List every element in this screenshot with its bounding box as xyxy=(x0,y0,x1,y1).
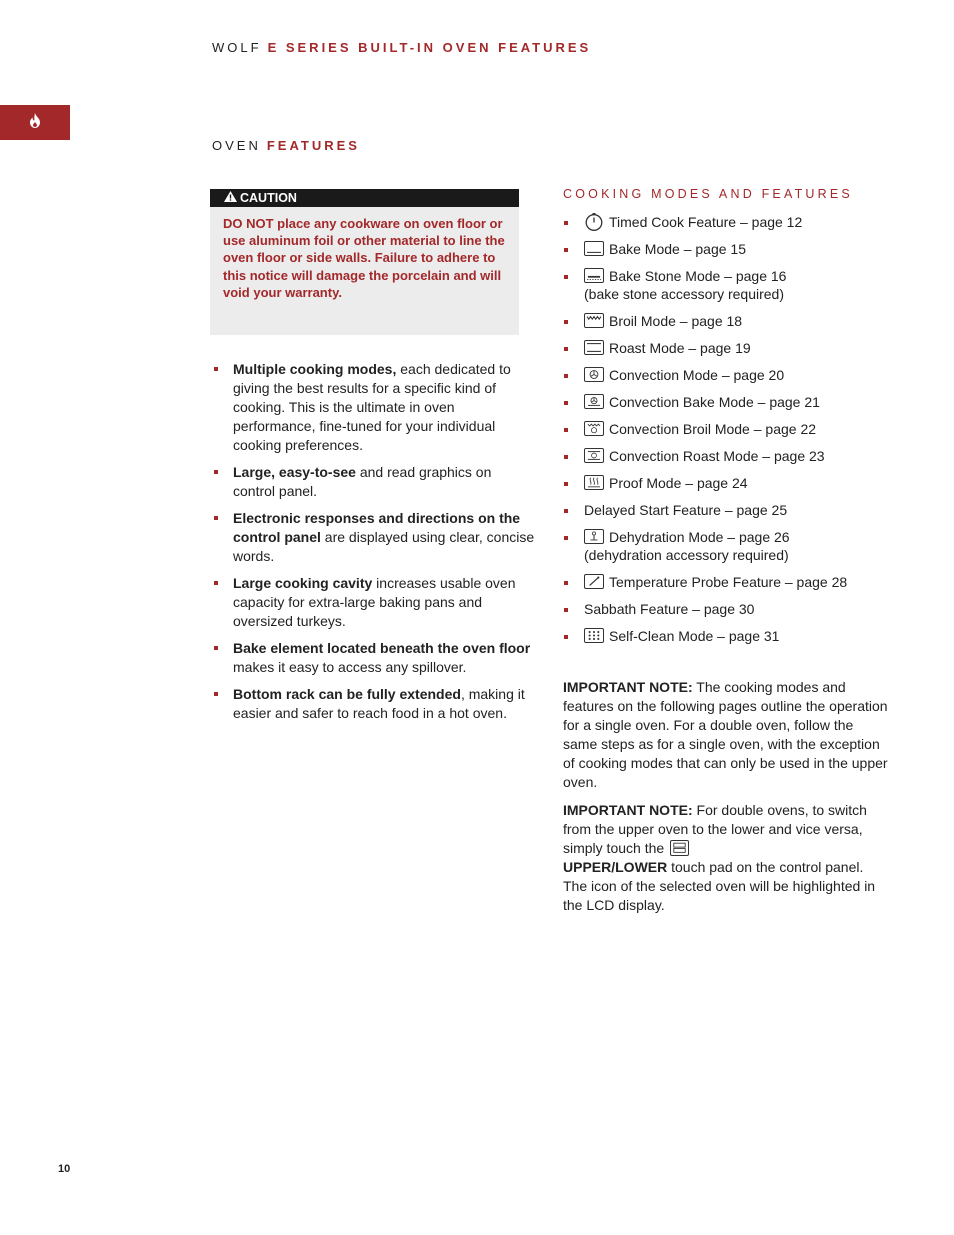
notes xyxy=(563,678,888,924)
warning-icon xyxy=(224,191,237,205)
convection-icon xyxy=(584,367,604,382)
running-header xyxy=(212,40,591,55)
important-note xyxy=(563,801,888,915)
feature-item xyxy=(212,509,537,566)
proof-icon xyxy=(584,475,604,490)
mode-label: Convection Mode – page 20 xyxy=(609,367,785,383)
bullet-icon xyxy=(564,635,568,639)
feature-item xyxy=(212,463,537,501)
mode-item xyxy=(562,474,892,492)
mode-label: Self-Clean Mode – page 31 xyxy=(609,628,780,644)
mode-item xyxy=(562,240,892,258)
note-label: IMPORTANT NOTE: xyxy=(563,802,693,818)
important-note xyxy=(563,678,888,792)
modes-heading: COOKING MODES AND FEATURES xyxy=(563,187,853,201)
mode-label: Timed Cook Feature – page 12 xyxy=(609,214,803,230)
mode-label: Convection Broil Mode – page 22 xyxy=(609,421,817,437)
bullet-icon xyxy=(564,509,568,513)
broil-icon xyxy=(584,313,604,328)
mode-item xyxy=(562,366,892,384)
feature-bold: Bottom rack can be fully extended xyxy=(233,686,461,702)
section-tab xyxy=(0,105,70,140)
feature-bold: Electronic responses and directions on the control panel xyxy=(233,510,521,545)
probe-icon xyxy=(584,574,604,589)
feature-item xyxy=(212,574,537,631)
feature-list xyxy=(212,360,537,731)
mode-label: Temperature Probe Feature – page 28 xyxy=(609,574,848,590)
feature-item xyxy=(212,360,537,455)
roast-icon xyxy=(584,340,604,355)
caution-box xyxy=(210,189,519,335)
convection-broil-icon xyxy=(584,421,604,436)
mode-label: Convection Bake Mode – page 21 xyxy=(609,394,820,410)
bullet-icon xyxy=(564,455,568,459)
mode-label: Convection Roast Mode – page 23 xyxy=(609,448,825,464)
timer-icon xyxy=(584,213,604,231)
note-text: For double ovens, to switch from the upper oven to the lower and vice versa, simply touch the xyxy=(563,802,867,856)
bullet-icon xyxy=(564,536,568,540)
feature-bold: Multiple cooking modes, xyxy=(233,361,397,377)
mode-label: Delayed Start Feature – page 25 xyxy=(584,502,788,518)
mode-label: Bake Mode – page 15 xyxy=(609,241,746,257)
mode-item xyxy=(562,312,892,330)
feature-text: , making it easier and safer to reach food in a hot oven. xyxy=(233,686,525,721)
bullet-icon xyxy=(564,428,568,432)
feature-bold: Bake element located beneath the oven floor xyxy=(233,640,531,656)
modes-list xyxy=(562,213,892,654)
caution-text: DO NOT place any cookware on oven floor or use aluminum foil or other material to line the oven floor or side walls. Failure to adhere to this notice will damage the porcelain and will void your warranty. xyxy=(223,216,505,300)
bullet-icon xyxy=(214,470,218,474)
self-clean-icon xyxy=(584,628,604,643)
mode-item xyxy=(562,501,892,519)
mode-item xyxy=(562,213,892,231)
mode-item xyxy=(562,420,892,438)
mode-item xyxy=(562,600,892,618)
feature-item xyxy=(212,685,537,723)
bullet-icon xyxy=(564,374,568,378)
mode-item xyxy=(562,267,892,303)
mode-item xyxy=(562,627,892,645)
mode-label: Sabbath Feature – page 30 xyxy=(584,601,755,617)
mode-sublabel: (bake stone accessory required) xyxy=(584,286,784,302)
feature-text: makes it easy to access any spillover. xyxy=(233,659,467,675)
note-label: IMPORTANT NOTE: xyxy=(563,679,693,695)
mode-item xyxy=(562,447,892,465)
feature-item xyxy=(212,639,537,677)
convection-roast-icon xyxy=(584,448,604,463)
flame-icon xyxy=(29,113,41,133)
bullet-icon xyxy=(564,347,568,351)
section-heading xyxy=(212,138,360,153)
bullet-icon xyxy=(564,248,568,252)
note-text: The cooking modes and features on the following pages outline the operation for a single oven. For a double oven, follow the same steps as for a single oven, with the exception of cooking modes that can only be used in the upper oven. xyxy=(563,679,888,790)
header-title: E SERIES BUILT-IN OVEN FEATURES xyxy=(267,40,592,55)
feature-text: are displayed using clear, concise words. xyxy=(233,529,535,564)
dehydration-icon xyxy=(584,529,604,544)
note-text: touch pad on the control panel. The icon of the selected oven will be highlighted in the LCD display. xyxy=(563,859,876,913)
bullet-icon xyxy=(564,482,568,486)
bullet-icon xyxy=(564,320,568,324)
bullet-icon xyxy=(214,692,218,696)
mode-label: Proof Mode – page 24 xyxy=(609,475,748,491)
mode-item xyxy=(562,339,892,357)
bullet-icon xyxy=(564,581,568,585)
feature-bold: Large cooking cavity xyxy=(233,575,373,591)
bullet-icon xyxy=(214,581,218,585)
bullet-icon xyxy=(214,646,218,650)
bullet-icon xyxy=(564,401,568,405)
feature-text: and read graphics on control panel. xyxy=(233,464,492,499)
mode-item xyxy=(562,528,892,564)
mode-label: Roast Mode – page 19 xyxy=(609,340,751,356)
bake-icon xyxy=(584,241,604,256)
caution-bar xyxy=(210,189,519,207)
bullet-icon xyxy=(214,516,218,520)
bullet-icon xyxy=(564,608,568,612)
mode-label: Broil Mode – page 18 xyxy=(609,313,743,329)
note-touchpad-label: UPPER/LOWER xyxy=(563,859,668,875)
mode-item xyxy=(562,393,892,411)
feature-text: increases usable oven capacity for extra-large baking pans and oversized turkeys. xyxy=(233,575,516,629)
bullet-icon xyxy=(564,221,568,225)
mode-label: Dehydration Mode – page 26 xyxy=(609,529,790,545)
mode-sublabel: (dehydration accessory required) xyxy=(584,547,789,563)
feature-text: each dedicated to giving the best results for a specific kind of cooking. This is the ultimate in oven performance, fine-tuned for your individual cooking preferences. xyxy=(233,361,511,453)
page-number: 10 xyxy=(58,1163,71,1175)
bullet-icon xyxy=(214,367,218,371)
convection-bake-icon xyxy=(584,394,604,409)
section-pre: OVEN xyxy=(212,138,261,153)
caution-label: CAUTION xyxy=(240,191,297,205)
header-brand: WOLF xyxy=(212,40,262,55)
mode-item xyxy=(562,573,892,591)
section-title: FEATURES xyxy=(266,138,360,153)
feature-bold: Large, easy-to-see xyxy=(233,464,356,480)
upper-lower-icon xyxy=(670,840,689,856)
bake-stone-icon xyxy=(584,268,604,283)
bullet-icon xyxy=(564,275,568,279)
mode-label: Bake Stone Mode – page 16 xyxy=(609,268,787,284)
